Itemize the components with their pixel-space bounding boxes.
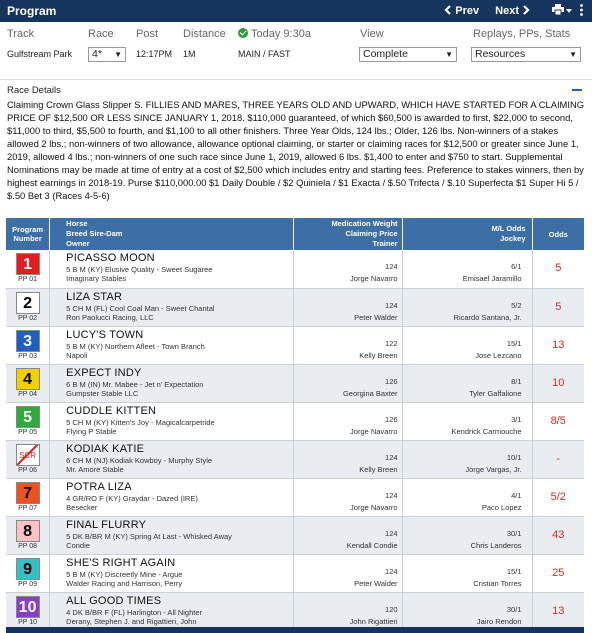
morning-line-odds: 30/1 — [506, 528, 522, 538]
header-med-line1: Medication Weight — [331, 219, 398, 228]
view-label: View — [360, 28, 384, 40]
medication-cell — [294, 326, 402, 364]
saddle-cloth-number: 1 — [16, 253, 40, 275]
post-position: PP 03 — [18, 352, 38, 360]
chevron-down-icon: ▼ — [114, 50, 122, 59]
post-position: PP 10 — [18, 618, 38, 626]
entries-table — [6, 218, 584, 631]
ml-odds-cell — [402, 402, 532, 440]
ml-odds-cell — [402, 478, 532, 516]
horse-breed: 5 CH M (KY) Kitten's Joy - Magicalcarpetride — [66, 417, 215, 427]
live-odds: 13 — [532, 592, 584, 630]
horse-breed: 5 DK B/BR M (KY) Spring At Last - Whisked Away — [66, 531, 232, 541]
header-medication — [294, 218, 402, 250]
medication-cell — [294, 440, 402, 478]
program-cell — [6, 478, 50, 516]
weight: 124 — [385, 452, 398, 462]
race-details-text: Claiming Crown Glass Slipper S. FILLIES AND MARES, THREE YEARS OLD AND UPWARD, WHICH HAVE STARTED FOR A CLAIMING PRICE OF $12,500 OR LESS SINCE JANUARY 1, 2018. $110,000 guaranteed, of which $60,500 is awarded to first, $22,000 to second, $11,000 to third, $5,500 to fourth, and $1,100 to all other finishers. Three Year Olds, 124 lbs.; Older, 126 lbs. Non-winners of a stakes allowed 2 lbs.; non-winners of two allowance, allowance optional claiming, or starter or claiming races for $12,500 or greater since June 1, 2019, allowed 4 lbs.; non-winners of one such race since June 1, 2019, allowed 6 lbs. $1,400 to enter and $750 to start. Supplemental Nominations may be made at time of entry at a cost of $2,500 which includes entry and starting fees. Preference to stakes winners, then by highest earnings in 2018-19. Purse $110,000.00 $1 Daily Double / $2 Quiniela / $1 Exacta / $.50 Trifecta / $.10 Superfecta $1 Super Hi 5 / $.50 Bet 3 (Races 4-5-6) — [7, 99, 585, 201]
program-cell — [6, 250, 50, 288]
jockey: Ricardo Santana, Jr. — [453, 312, 522, 322]
live-odds: 5/2 — [532, 478, 584, 516]
header-program-line2: Number — [13, 234, 42, 243]
prev-button[interactable] — [444, 5, 479, 18]
check-circle-icon — [238, 28, 248, 38]
post-position: PP 04 — [18, 390, 38, 398]
print-icon — [552, 4, 564, 18]
horse-name[interactable]: POTRA LIZA — [66, 480, 132, 493]
ml-odds-cell — [402, 288, 532, 326]
live-odds: 8/5 — [532, 402, 584, 440]
weight: 122 — [385, 338, 398, 348]
race-details-heading: Race Details — [7, 85, 61, 96]
weight: 124 — [385, 566, 398, 576]
ml-odds-cell — [402, 592, 532, 630]
chevron-down-icon — [566, 6, 572, 17]
program-cell — [6, 364, 50, 402]
medication-cell — [294, 250, 402, 288]
horse-breed: 5 CH M (FL) Cool Coal Man - Sweet Chantal — [66, 303, 215, 313]
medication-cell — [294, 554, 402, 592]
saddle-cloth-number: 2 — [16, 292, 40, 314]
prev-label: Prev — [455, 5, 480, 17]
trainer: Georgina Baxter — [342, 388, 398, 398]
header-horse-line3: Owner — [66, 239, 90, 248]
horse-name[interactable]: EXPECT INDY — [66, 366, 142, 379]
view-select-value: Complete — [363, 48, 408, 60]
race-select[interactable] — [88, 47, 126, 62]
print-button[interactable] — [552, 4, 572, 18]
program-cell — [6, 440, 50, 478]
horse-owner: Walder Racing and Harrison, Perry — [66, 578, 183, 588]
horse-cell — [50, 516, 294, 554]
track-label: Track — [7, 28, 35, 40]
ml-odds-cell — [402, 364, 532, 402]
post-label: Post — [136, 28, 159, 40]
resources-select[interactable] — [471, 47, 581, 62]
horse-name[interactable]: PICASSO MOON — [66, 252, 155, 264]
horse-name[interactable]: LIZA STAR — [66, 290, 123, 303]
horse-owner: Gumpster Stable LLC — [66, 388, 139, 398]
header-ml-line1: M/L Odds — [491, 224, 526, 233]
collapse-icon[interactable] — [572, 89, 582, 91]
horse-cell — [50, 478, 294, 516]
program-cell — [6, 592, 50, 630]
chevron-down-icon: ▼ — [569, 50, 577, 59]
header-med-line2: Claiming Price — [345, 229, 398, 238]
table-row[interactable] — [6, 554, 584, 592]
morning-line-odds: 15/1 — [506, 338, 522, 348]
track-value: Gulfstream Park — [7, 49, 73, 59]
trainer: Kendall Condie — [346, 540, 398, 550]
ml-odds-cell — [402, 250, 532, 288]
table-row[interactable] — [6, 250, 584, 288]
table-row[interactable] — [6, 516, 584, 554]
race-select-value: 4* — [92, 48, 102, 60]
trainer: Jorge Navarro — [350, 502, 398, 512]
morning-line-odds: 8/1 — [511, 376, 522, 386]
medication-cell — [294, 516, 402, 554]
horse-breed: 6 CH M (NJ) Kodiak Kowboy - Murphy Style — [66, 455, 213, 465]
morning-line-odds: 30/1 — [506, 604, 522, 614]
table-row[interactable] — [6, 478, 584, 516]
horse-breed: 4 GR/RO F (KY) Graydar - Dazed (IRE) — [66, 493, 198, 503]
header-ml-line2: Jockey — [500, 234, 526, 243]
weight: 126 — [385, 414, 398, 424]
jockey: Jairo Rendon — [476, 616, 522, 626]
medication-cell — [294, 592, 402, 630]
horse-owner: Besecker — [66, 502, 98, 512]
horse-name[interactable]: SHE'S RIGHT AGAIN — [66, 556, 176, 569]
horse-breed: 6 B M (IN) Mr. Mabee - Jet n' Expectation — [66, 379, 204, 389]
table-header-row — [6, 218, 584, 250]
page-title: Program — [7, 4, 57, 18]
trainer: Kelly Breen — [359, 464, 398, 474]
live-odds: 5 — [532, 250, 584, 288]
race-filters — [0, 22, 592, 80]
morning-line-odds: 6/1 — [511, 262, 522, 271]
horse-cell — [50, 554, 294, 592]
jockey: Kendrick Carmouche — [451, 426, 522, 436]
trainer: John Rigattieri — [349, 616, 398, 626]
post-position: PP 07 — [18, 504, 38, 512]
live-odds: 13 — [532, 326, 584, 364]
next-label: Next — [495, 5, 519, 17]
live-odds: 43 — [532, 516, 584, 554]
live-odds: 10 — [532, 364, 584, 402]
table-row[interactable] — [6, 326, 584, 364]
horse-cell — [50, 440, 294, 478]
surface-value: MAIN / FAST — [238, 49, 291, 59]
horse-cell — [50, 364, 294, 402]
top-bar — [0, 0, 592, 22]
saddle-cloth-number: 5 — [16, 406, 40, 428]
morning-line-odds: 15/1 — [506, 566, 522, 576]
weight: 124 — [385, 490, 398, 500]
next-button[interactable] — [495, 5, 530, 18]
header-horse — [50, 218, 294, 250]
header-horse-line1: Horse — [66, 219, 88, 228]
saddle-cloth-number: 10 — [16, 596, 40, 618]
saddle-cloth-number: 8 — [16, 520, 40, 542]
horse-owner: Napoli — [66, 350, 88, 360]
jockey: Cristian Torres — [473, 578, 522, 588]
saddle-cloth-number: 7 — [16, 482, 40, 504]
horse-name[interactable]: ALL GOOD TIMES — [66, 594, 162, 607]
table-row[interactable] — [6, 364, 584, 402]
weight: 124 — [385, 528, 398, 538]
entries-body — [6, 250, 584, 630]
horse-name[interactable]: KODIAK KATIE — [66, 442, 145, 455]
ml-odds-cell — [402, 516, 532, 554]
trainer: Peter Walder — [354, 578, 398, 588]
header-med-line3: Trainer — [372, 239, 398, 248]
live-odds: - — [532, 440, 584, 478]
trainer: Jorge Navarro — [350, 274, 398, 283]
horse-cell — [50, 326, 294, 364]
morning-line-odds: 5/2 — [511, 300, 522, 310]
post-position: PP 02 — [18, 314, 38, 322]
jockey: Chris Landeros — [470, 540, 522, 550]
medication-cell — [294, 288, 402, 326]
saddle-cloth-number: SCR — [16, 444, 40, 466]
trainer: Jorge Navarro — [350, 426, 398, 436]
horse-breed: 5 B M (KY) Discreetly Mine - Argue — [66, 569, 183, 579]
live-odds: 5 — [532, 288, 584, 326]
chevron-down-icon: ▼ — [445, 50, 453, 59]
jockey: Tyler Gaffalione — [469, 388, 522, 398]
horse-breed: 5 B M (KY) Elusive Quality - Sweet Sugaree — [66, 265, 213, 274]
horse-owner: Derany, Stephen J. and Rigattieri, John — [66, 616, 197, 626]
today-text: Today 9:30a — [251, 28, 311, 40]
horse-owner: Mr. Amore Stable — [66, 464, 124, 474]
trainer: Kelly Breen — [359, 350, 398, 360]
ml-odds-cell — [402, 554, 532, 592]
view-select[interactable] — [359, 47, 457, 62]
race-label: Race — [88, 28, 114, 40]
table-row[interactable] — [6, 440, 584, 478]
program-cell — [6, 288, 50, 326]
post-position: PP 01 — [18, 276, 38, 283]
resources-select-value: Resources — [475, 48, 526, 60]
horse-name[interactable]: CUDDLE KITTEN — [66, 404, 157, 417]
weight: 124 — [385, 262, 398, 271]
header-horse-line2: Breed Sire-Dam — [66, 229, 123, 238]
medication-cell — [294, 364, 402, 402]
post-position: PP 08 — [18, 542, 38, 550]
header-odds: Odds — [532, 218, 584, 250]
saddle-cloth-number: 9 — [16, 558, 40, 580]
horse-owner: Condie — [66, 540, 90, 550]
program-cell — [6, 402, 50, 440]
jockey: Jose Lezcano — [475, 350, 522, 360]
horse-owner: Flying P Stable — [66, 426, 117, 436]
menu-icon — [580, 5, 583, 19]
live-odds: 25 — [532, 554, 584, 592]
table-row[interactable] — [6, 288, 584, 326]
next-section-header — [6, 627, 584, 633]
horse-name[interactable]: LUCY'S TOWN — [66, 328, 144, 341]
jockey: Paco Lopez — [481, 502, 522, 512]
horse-cell — [50, 250, 294, 288]
header-program-line1: Program — [12, 225, 43, 234]
medication-cell — [294, 402, 402, 440]
horse-cell — [50, 402, 294, 440]
saddle-cloth-number: 3 — [16, 330, 40, 352]
morning-line-odds: 4/1 — [511, 490, 522, 500]
horse-breed: 5 B M (KY) Northern Afleet - Town Branch — [66, 341, 205, 351]
post-position: PP 05 — [18, 428, 38, 436]
post-position: PP 06 — [18, 466, 38, 474]
horse-name[interactable]: FINAL FLURRY — [66, 518, 147, 531]
program-cell — [6, 516, 50, 554]
ml-odds-cell — [402, 440, 532, 478]
horse-owner: Ron Paolucci Racing, LLC — [66, 312, 154, 322]
morning-line-odds: 10/1 — [506, 452, 522, 462]
horse-cell — [50, 288, 294, 326]
chevron-right-icon — [522, 5, 530, 18]
post-position: PP 09 — [18, 580, 38, 588]
chevron-left-icon — [444, 5, 452, 18]
program-cell — [6, 554, 50, 592]
horse-owner: Imaginary Stables — [66, 274, 127, 283]
header-program — [6, 218, 50, 250]
ml-odds-cell — [402, 326, 532, 364]
jockey: Emisael Jaramillo — [462, 274, 522, 283]
replays-label: Replays, PPs, Stats — [473, 28, 571, 40]
weight: 120 — [385, 604, 398, 614]
program-cell — [6, 326, 50, 364]
saddle-cloth-number: 4 — [16, 368, 40, 390]
weight: 124 — [385, 300, 398, 310]
distance-label: Distance — [183, 28, 226, 40]
post-value: 12:17PM — [136, 49, 173, 59]
table-row[interactable] — [6, 592, 584, 630]
horse-breed: 4 DK B/BR F (FL) Harlington - All Nighter — [66, 607, 203, 617]
medication-cell — [294, 478, 402, 516]
trainer: Peter Walder — [354, 312, 398, 322]
table-row[interactable] — [6, 402, 584, 440]
morning-line-odds: 3/1 — [511, 414, 522, 424]
horse-cell — [50, 592, 294, 630]
menu-button[interactable] — [580, 4, 583, 19]
today-label — [238, 28, 311, 40]
distance-value: 1M — [183, 49, 196, 59]
header-ml-odds — [402, 218, 532, 250]
weight: 126 — [385, 376, 398, 386]
jockey: Jorge Vargas, Jr. — [465, 464, 522, 474]
